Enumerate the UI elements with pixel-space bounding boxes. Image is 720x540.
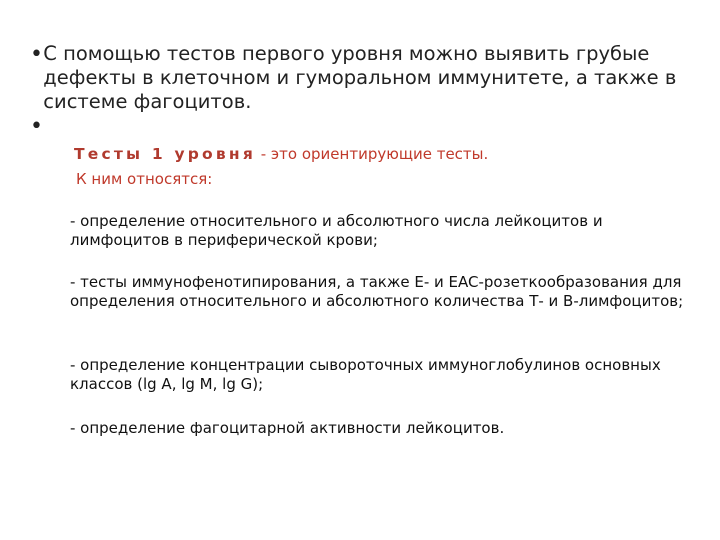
bullet-point-2 [30, 114, 60, 140]
bullet-marker: • [30, 114, 43, 139]
bullet-point-1 [30, 42, 690, 114]
level-title: Тесты 1 уровня [74, 145, 256, 163]
list-item: - определение относительного и абсолютного числа лейкоцитов и лимфоцитов в периферической крови; [70, 212, 603, 249]
level-description: - это ориентирующие тесты. [255, 145, 489, 163]
bullet-text: С помощью тестов первого уровня можно выявить грубые дефекты в клеточном и гуморальном иммунитете, а также в системе фагоцитов. [43, 42, 677, 113]
list-item: - определение фагоцитарной активности лейкоцитов. [70, 419, 505, 437]
list-item: - определение концентрации сывороточных иммуноглобулинов основных классов (lg A, lg M, lg G); [70, 356, 661, 393]
level-heading-line [74, 144, 488, 164]
bullet-marker: • [30, 42, 43, 67]
list-intro: К ним относятся: [76, 170, 213, 188]
list-item: - тесты иммунофенотипирования, а также Е- и EAC-розеткообразования для определения относительного и абсолютного количества Т- и В-лимфоцитов; [70, 273, 684, 310]
